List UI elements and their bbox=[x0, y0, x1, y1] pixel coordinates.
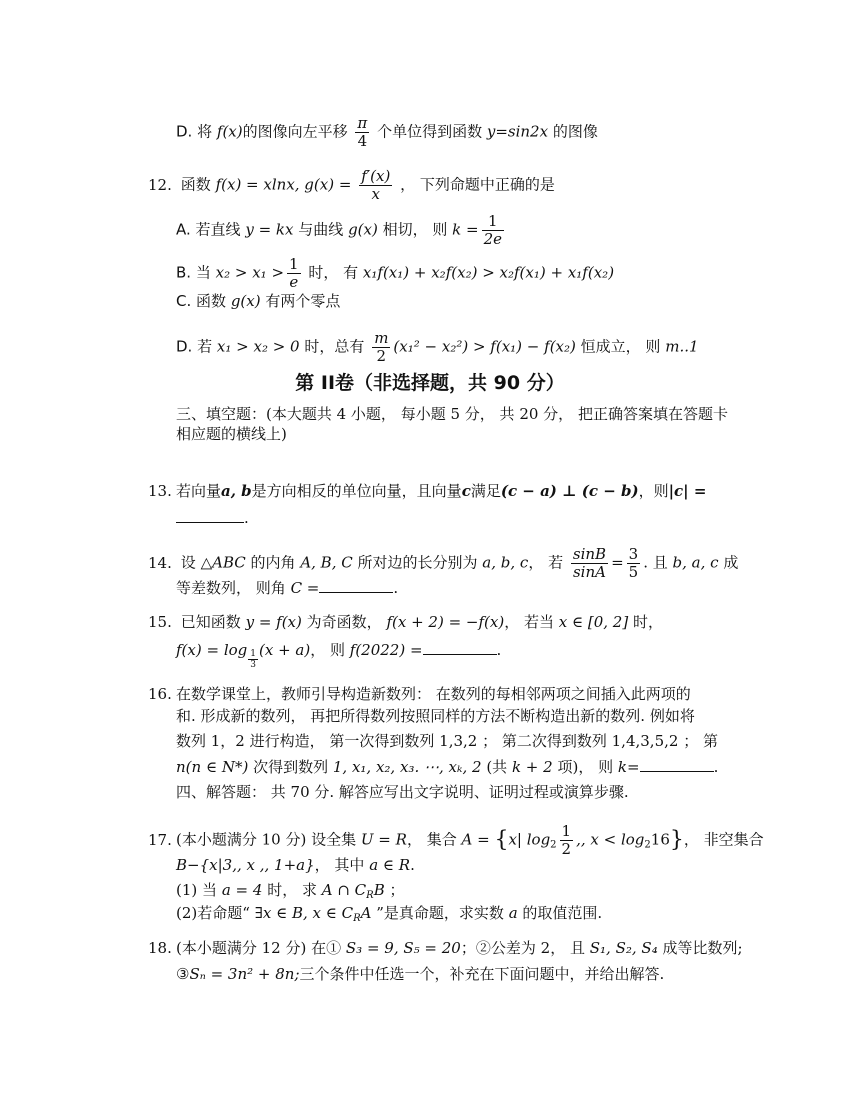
text: . bbox=[410, 856, 415, 874]
frac-den: e bbox=[289, 273, 299, 291]
q12-stem bbox=[148, 168, 555, 203]
q17-line2 bbox=[176, 855, 415, 875]
answer-blank[interactable] bbox=[423, 640, 497, 655]
section3-intro bbox=[176, 404, 728, 444]
text: 若直线 bbox=[195, 220, 241, 239]
text: 等差数列， 则角 bbox=[176, 579, 286, 597]
option-label: D. bbox=[176, 122, 193, 141]
q16-line4 bbox=[176, 757, 718, 777]
math: y = f(x) bbox=[245, 613, 302, 631]
text: 的图像 bbox=[552, 122, 598, 141]
text: ③ bbox=[176, 965, 190, 983]
text: . 且 bbox=[643, 553, 668, 572]
q14 bbox=[148, 546, 738, 581]
math: k + 2 bbox=[511, 758, 553, 776]
math: a bbox=[508, 904, 518, 922]
text: 成 bbox=[723, 553, 739, 572]
option-label: B. bbox=[176, 263, 192, 282]
text: (2)若命题“ bbox=[176, 904, 250, 922]
answer-blank[interactable] bbox=[640, 757, 714, 772]
math: △ABC bbox=[200, 553, 246, 572]
brace-right: } bbox=[669, 827, 684, 853]
frac-num: f′(x) bbox=[361, 167, 391, 185]
text: ”是真命题，求实数 bbox=[376, 904, 504, 922]
q12-option-a bbox=[176, 213, 507, 248]
fraction bbox=[627, 546, 641, 581]
text: ， 下列命题中正确的是 bbox=[400, 175, 555, 194]
text: 设 bbox=[180, 553, 196, 572]
text: 次得到数列 bbox=[253, 758, 329, 776]
math: y=sin2x bbox=[486, 122, 549, 141]
text: 三、填空题：(本大题共 4 小题， 每小题 5 分， 共 20 分， 把正确答案填在答题卡 bbox=[176, 405, 728, 423]
section4-intro bbox=[176, 782, 629, 802]
question-number: 13. bbox=[148, 482, 172, 500]
q12-option-d bbox=[176, 330, 699, 365]
text: (共 bbox=[486, 758, 508, 776]
q12-option-c bbox=[176, 291, 340, 311]
text: . bbox=[393, 579, 399, 597]
q13-answer-line bbox=[176, 508, 249, 528]
math: Sₙ = 3n² + 8n; bbox=[189, 965, 300, 983]
frac-num: sinB bbox=[572, 545, 607, 563]
math: (c − a) ⊥ (c − b) bbox=[500, 482, 639, 500]
math: x₁ > x₂ > 0 bbox=[216, 337, 300, 356]
math: a ∈ R bbox=[369, 856, 411, 874]
text: 与曲线 bbox=[298, 220, 344, 239]
text: 若 bbox=[197, 337, 213, 356]
frac-den: 4 bbox=[357, 132, 368, 150]
text: 和. 形成新的数列， 再把所得数列按照同样的方法不断构造出新的数列. 例如将 bbox=[176, 707, 695, 725]
text: ， 其中 bbox=[314, 856, 365, 874]
text: 是方向相反的单位向量，且向量 bbox=[251, 482, 462, 500]
math: = bbox=[611, 553, 624, 572]
text: 时， 有 bbox=[308, 263, 359, 282]
math: f(2022) = bbox=[349, 641, 423, 659]
math: k= bbox=[617, 758, 640, 776]
frac-num: 1 bbox=[289, 255, 299, 273]
text: 数列 1，2 进行构造， 第一次得到数列 1,3,2 ； 第二次得到数列 1,4,3,5,2 ； 第 bbox=[176, 732, 718, 750]
answer-blank[interactable] bbox=[176, 508, 244, 523]
math: x₂ > x₁ > bbox=[215, 263, 285, 282]
math: a = 4 bbox=[221, 881, 263, 899]
math: A bbox=[360, 904, 372, 922]
text: ， 集合 bbox=[406, 830, 457, 849]
question-number: 17. bbox=[148, 830, 172, 849]
text: 四、解答题： 共 70 分. 解答应写出文字说明、证明过程或演算步骤. bbox=[176, 783, 629, 801]
math: A = bbox=[461, 830, 490, 849]
frac-num: 1 bbox=[561, 822, 572, 840]
text: 相应题的横线上) bbox=[176, 425, 287, 443]
math: y = kx bbox=[245, 220, 294, 239]
frac-num: 1 bbox=[250, 649, 256, 659]
text: ；②公差为 bbox=[460, 939, 536, 957]
text: 相切， 则 bbox=[382, 220, 448, 239]
text: . bbox=[244, 509, 249, 527]
frac-den: 3 bbox=[250, 660, 256, 670]
text: 函数 bbox=[196, 292, 227, 310]
q12-option-b bbox=[176, 256, 614, 291]
text: ； bbox=[389, 881, 405, 899]
question-number: 18. bbox=[148, 939, 172, 957]
text: 时， 求 bbox=[267, 881, 317, 899]
text: 个单位得到函数 bbox=[377, 122, 483, 141]
math: ∃x ∈ B, x ∈ C bbox=[254, 904, 354, 922]
log-base-fraction bbox=[248, 649, 258, 670]
math: (x₁² − x₂²) > f(x₁) − f(x₂) bbox=[393, 337, 576, 356]
math: 2 bbox=[540, 939, 551, 957]
math: |c| = bbox=[668, 482, 707, 500]
math: 16 bbox=[650, 830, 670, 849]
math: ,, x < log bbox=[576, 830, 645, 849]
math: 1, x₁, x₂, x₃. ⋯, xₖ, 2 bbox=[332, 758, 482, 776]
fraction bbox=[372, 330, 390, 365]
frac-den: x bbox=[371, 185, 380, 203]
math: C = bbox=[290, 579, 320, 597]
fraction bbox=[571, 546, 608, 581]
text: 时， bbox=[633, 613, 664, 631]
text: 三个条件中任选一个，补充在下面问题中，并给出解答. bbox=[299, 965, 665, 983]
question-number: 16. bbox=[148, 685, 172, 703]
math: c bbox=[461, 482, 471, 500]
text: ， 若当 bbox=[504, 613, 554, 631]
text: (本小题满分 12 分) 在① bbox=[176, 939, 342, 957]
frac-num: m bbox=[374, 329, 389, 347]
text: 满足 bbox=[470, 482, 501, 500]
frac-num: π bbox=[357, 114, 368, 132]
text: 将 bbox=[197, 122, 213, 141]
text: 项)， 则 bbox=[557, 758, 614, 776]
text: ， 非空集合 bbox=[683, 830, 764, 849]
math: B−{x|3,, x ,, 1+a} bbox=[176, 856, 315, 874]
fraction bbox=[482, 213, 504, 248]
text: 成等比数列; bbox=[662, 939, 743, 957]
text: . bbox=[713, 758, 719, 776]
text: 的内角 bbox=[250, 553, 296, 572]
q13 bbox=[148, 481, 706, 501]
text: 若向量 bbox=[176, 482, 222, 500]
math: a, b, c bbox=[482, 553, 529, 572]
text: ， 若 bbox=[528, 553, 564, 572]
question-number: 12. bbox=[148, 175, 172, 194]
q15 bbox=[148, 612, 663, 632]
math: A ∩ C bbox=[321, 881, 367, 899]
text: . bbox=[496, 641, 502, 659]
math: b, a, c bbox=[672, 553, 719, 572]
math: x| log bbox=[508, 830, 551, 849]
q16-line2 bbox=[176, 706, 695, 726]
text: ， 则 bbox=[310, 641, 345, 659]
text: ，则 bbox=[638, 482, 669, 500]
fraction bbox=[560, 823, 574, 858]
q14-line2 bbox=[176, 578, 398, 598]
fraction bbox=[355, 115, 369, 150]
math: f(x) = log bbox=[176, 641, 248, 659]
math: f(x) bbox=[216, 122, 243, 141]
math: x₁f(x₁) + x₂f(x₂) > x₂f(x₁) + x₁f(x₂) bbox=[362, 263, 615, 282]
log-base: 2 bbox=[644, 839, 651, 851]
math: x ∈ [0, 2] bbox=[558, 613, 629, 631]
text: (本小题满分 10 分) 设全集 bbox=[176, 830, 357, 849]
math: k = bbox=[452, 220, 479, 239]
text: 的图像向左平移 bbox=[242, 122, 348, 141]
q16-line3 bbox=[176, 731, 718, 751]
text: 有两个零点 bbox=[265, 292, 341, 310]
math: m..1 bbox=[665, 337, 699, 356]
log-base: 2 bbox=[550, 839, 557, 851]
text: 时，总有 bbox=[304, 337, 365, 356]
fraction bbox=[287, 256, 301, 291]
math: g(x) bbox=[348, 220, 378, 239]
math: A, B, C bbox=[300, 553, 353, 572]
q17 bbox=[148, 823, 764, 858]
math: U = R bbox=[360, 830, 407, 849]
text: ， 且 bbox=[550, 939, 585, 957]
math: S₁, S₂, S₄ bbox=[589, 939, 658, 957]
section-title: 第 II卷（非选择题，共 90 分） bbox=[295, 372, 565, 394]
math: S₃ = 9, S₅ = 20 bbox=[345, 939, 461, 957]
text: 所对边的长分别为 bbox=[357, 553, 478, 572]
answer-blank[interactable] bbox=[319, 578, 393, 593]
text: 为奇函数， bbox=[306, 613, 382, 631]
math: (x + a) bbox=[258, 641, 311, 659]
text: 当 bbox=[195, 263, 211, 282]
subscript: R bbox=[366, 890, 374, 901]
math: f(x) = xlnx, g(x) = bbox=[215, 175, 352, 194]
q18-line2 bbox=[176, 964, 664, 984]
text: 恒成立， 则 bbox=[580, 337, 661, 356]
frac-den: 5 bbox=[628, 563, 639, 581]
subscript: R bbox=[353, 913, 361, 924]
math: n(n ∈ N*) bbox=[176, 758, 249, 776]
math: B bbox=[373, 881, 385, 899]
q17-part2 bbox=[176, 903, 602, 929]
text: (1) 当 bbox=[176, 881, 218, 899]
math: a, b bbox=[221, 482, 252, 500]
option-label: A. bbox=[176, 220, 191, 239]
option-label: D. bbox=[176, 337, 193, 356]
text: 在数学课堂上，教师引导构造新数列： 在数列的每相邻两项之间插入此两项的 bbox=[176, 685, 691, 703]
frac-den: sinA bbox=[572, 563, 606, 581]
frac-num: 3 bbox=[628, 545, 639, 563]
math: g(x) bbox=[230, 292, 261, 310]
text: 函数 bbox=[180, 175, 211, 194]
q15-line2 bbox=[176, 640, 501, 670]
q11-option-d bbox=[176, 115, 598, 150]
frac-den: 2 bbox=[561, 840, 572, 858]
frac-num: 1 bbox=[482, 213, 504, 231]
q16-line1 bbox=[148, 684, 691, 704]
q18 bbox=[148, 938, 743, 958]
question-number: 14. bbox=[148, 553, 172, 572]
text: 已知函数 bbox=[180, 613, 241, 631]
frac-den: 2e bbox=[483, 230, 503, 248]
option-label: C. bbox=[176, 292, 192, 310]
frac-den: 2 bbox=[376, 347, 387, 365]
fraction bbox=[359, 168, 392, 203]
text: 的取值范围. bbox=[522, 904, 603, 922]
math: f(x + 2) = −f(x) bbox=[386, 613, 505, 631]
question-number: 15. bbox=[148, 613, 172, 631]
brace-left: { bbox=[494, 827, 509, 853]
